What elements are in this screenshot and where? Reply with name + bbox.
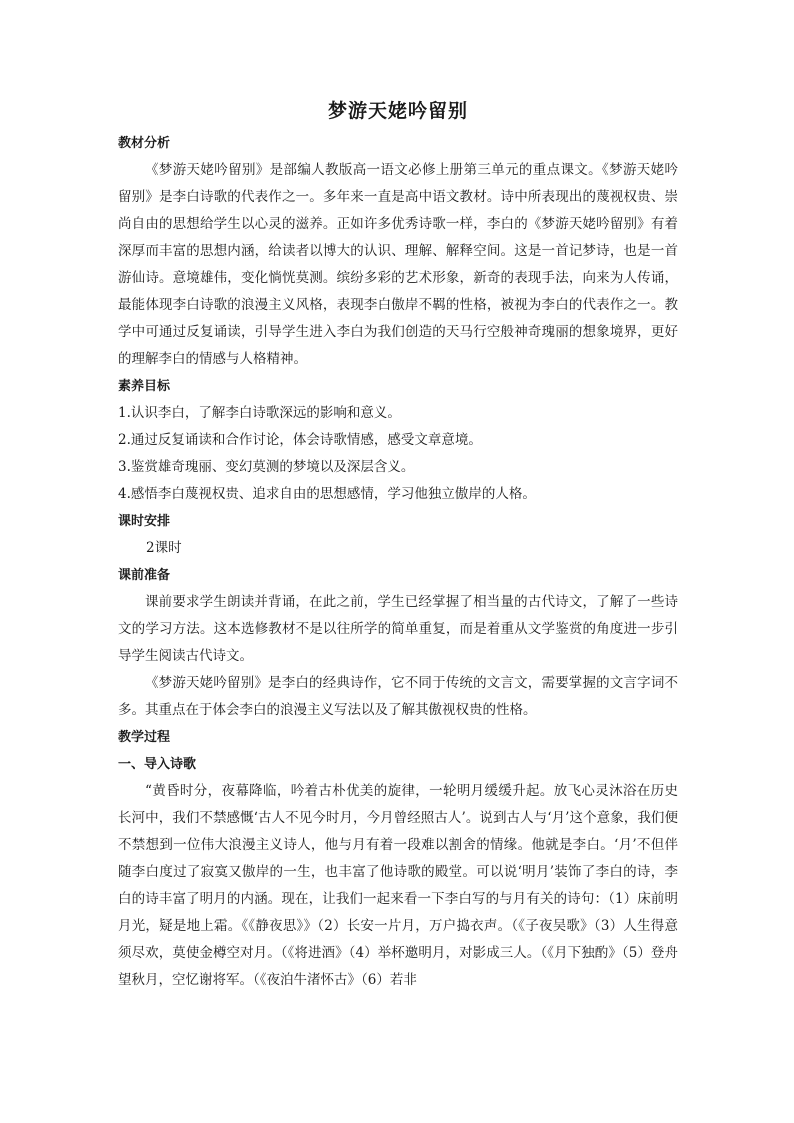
goal-item: 2.通过反复诵读和合作讨论，体会诗歌情感，感受文章意境。 (118, 432, 482, 448)
intro-paragraph: “黄昏时分，夜幕降临，吟着古朴优美的旋律，一轮明月缓缓升起。放飞心灵沐浴在历史长河中，我们不禁感慨‘古人不见今时月，今月曾经照古人’。说到古人与‘月’这个意象，我们便不禁想到一位伟大浪漫主义诗人，他与月有着一段难以割舍的情缘。他就是李白。‘月’不但伴随李白度过了寂寞又傲岸的一生，也丰富了他诗歌的殿堂。可以说‘明月’装饰了李白的诗，李白的诗丰富了明月的内涵。现在，让我们一起来看一下李白写的与月有关的诗句：（1）床前明月光，疑是地上霜。《《静夜思》》（2）长安一片月，万户捣衣声。（《子夜吴歌》（3）人生得意须尽欢，莫使金樽空对月。（《将进酒》（4）举杯邀明月，对影成三人。（《月下独酌》（5）登舟望秋月，空忆谢将军。（《夜泊牛渚怀古》（6）若非 (118, 783, 678, 988)
subsection-heading-intro: 一、导入诗歌 (118, 757, 197, 772)
section-heading-prep: 课前准备 (118, 568, 171, 583)
schedule-value: 2课时 (146, 540, 182, 556)
section-heading-schedule: 课时安排 (118, 514, 171, 529)
goal-item: 3.鉴赏雄奇瑰丽、变幻莫测的梦境以及深层含义。 (118, 459, 415, 475)
document-page (118, 96, 678, 994)
section-heading-analysis: 教材分析 (118, 136, 171, 151)
section-heading-process: 教学过程 (118, 730, 171, 745)
analysis-paragraph: 《梦游天姥吟留别》是部编人教版高一语文必修上册第三单元的重点课文。《梦游天姥吟留别》是李白诗歌的代表作之一。多年来一直是高中语文教材。诗中所表现出的蔑视权贵、崇尚自由的思想给学生以心灵的滋养。正如许多优秀诗歌一样，李白的《梦游天姥吟留别》有着深厚而丰富的思想内涵，给读者以博大的认识、理解、解释空间。这是一首记梦诗，也是一首游仙诗。意境雄伟，变化惝恍莫测。缤纷多彩的艺术形象，新奇的表现手法，向来为人传诵，最能体现李白诗歌的浪漫主义风格，表现李白傲岸不羁的性格，被视为李白的代表作之一。教学中可通过反复诵读，引导学生进入李白为我们创造的天马行空般神奇瑰丽的想象境界，更好的理解李白的情感与人格精神。 (118, 162, 678, 367)
document-title: 梦游天姥吟留别 (327, 100, 468, 122)
section-heading-goals: 素养目标 (118, 379, 171, 394)
prep-paragraph: 课前要求学生朗读并背诵，在此之前，学生已经掌握了相当量的古代诗文，了解了一些诗文的学习方法。这本选修教材不是以往所学的简单重复，而是着重从文学鉴赏的角度进一步引导学生阅读古代诗文。 (118, 594, 678, 664)
goal-item: 4.感悟李白蔑视权贵、追求自由的思想感情，学习他独立傲岸的人格。 (118, 486, 536, 502)
goal-item: 1.认识李白，了解李白诗歌深远的影响和意义。 (118, 405, 401, 421)
prep-paragraph: 《梦游天姥吟留别》是李白的经典诗作，它不同于传统的文言文，需要掌握的文言字词不多。其重点在于体会李白的浪漫主义写法以及了解其傲视权贵的性格。 (118, 675, 678, 718)
